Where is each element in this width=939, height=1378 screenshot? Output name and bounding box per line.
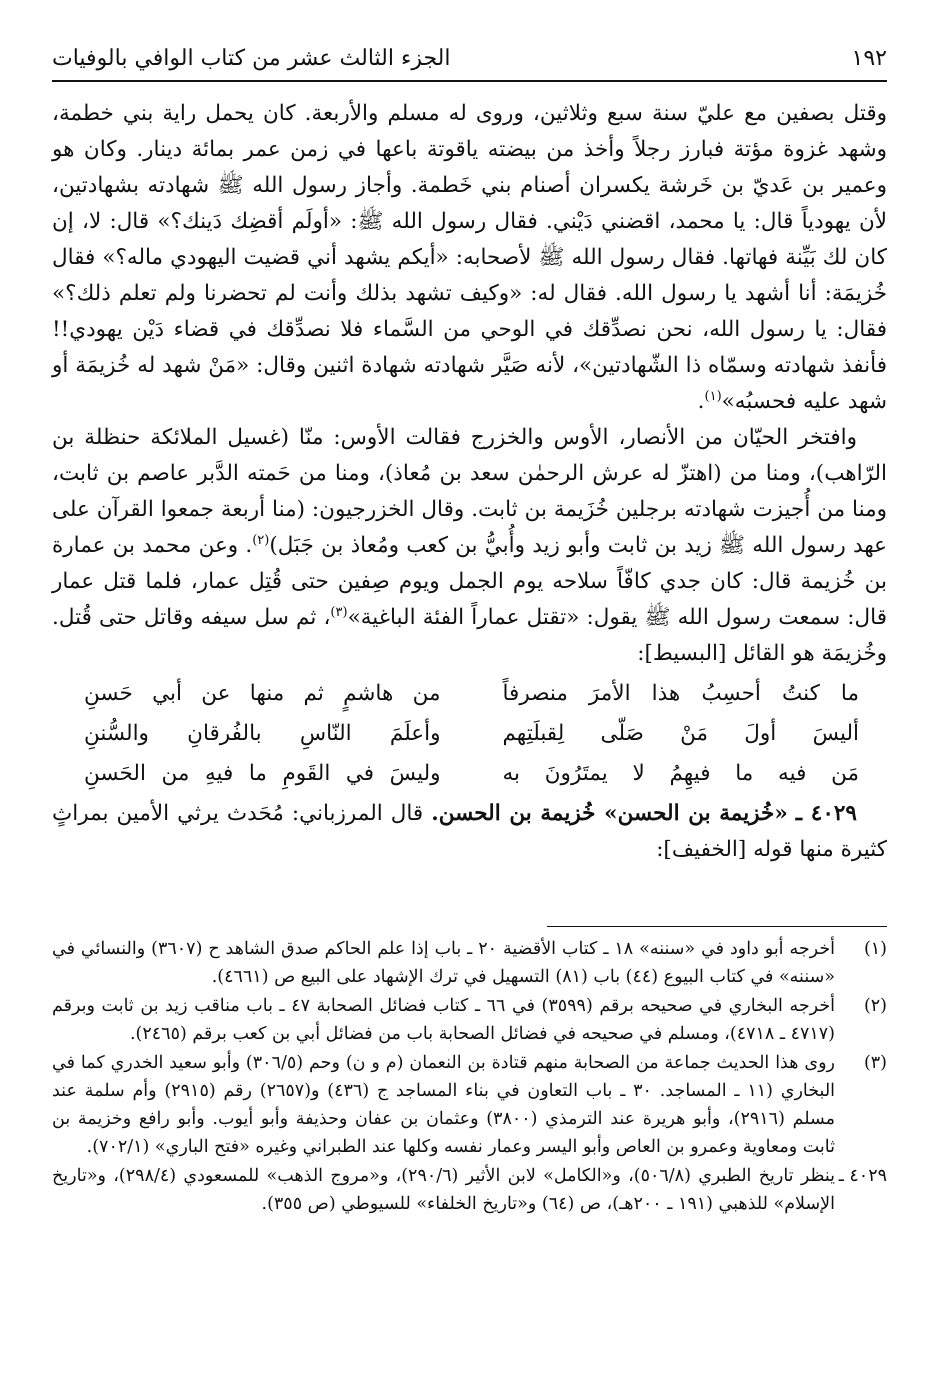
entry-4029 <box>52 796 887 868</box>
verse-first-hemistich: مَن فيه ما فيهِمُ لا يمتَرُونَ به <box>502 761 859 786</box>
footnote-ref-1: (١) <box>704 388 722 404</box>
poem-verse <box>52 714 887 754</box>
running-header <box>52 38 887 78</box>
period: . <box>697 389 705 414</box>
entry-title: «خُزيمة بن الحسن» خُزيمة بن الحسن. <box>431 801 788 826</box>
verse-second-hemistich: من هاشمٍ ثم منها عن أبي حَسنِ <box>84 681 441 706</box>
footnote <box>52 1162 887 1218</box>
verse-second-hemistich: وليسَ في القَومِ ما فيهِ من الحَسنِ <box>84 761 441 786</box>
footnote-label: ٤٠٢٩ ـ <box>838 1166 887 1186</box>
main-text <box>52 96 887 868</box>
paragraph-2c-text: ، ثم سل سيفه وقاتل حتى قُتل. وخُزيمَة هو القائل [البسيط]: <box>52 605 887 666</box>
footnote <box>52 935 887 991</box>
header-rule <box>52 80 887 82</box>
footnote-text: روى هذا الحديث جماعة من الصحابة منهم قتادة بن النعمان (م و ن) وحم (٣٠٦/٥) وأبو سعيد الخدري كما في البخاري (١١ ـ المساجد. ٣٠ ـ باب التعاون في بناء المساجد ج (٤٣٦) و(٢٦٥٧) رقم (٢٩١٥) وأم سلمة عند مسلم (٢٩١٦)، وأبو هريرة عند الترمذي (٣٨٠٠) وعثمان بن عفان وحذيفة وأبو أيوب. وأبو رافع وخزيمة بن ثابت ومعاوية وعمرو بن العاص وأبو اليسر وعمار نفسه وكلها عند الطبراني وغيره «فتح الباري» (٧٠٢/١). <box>52 1053 836 1157</box>
footnotes <box>52 935 887 1219</box>
poem-verse <box>52 674 887 714</box>
poem-verse <box>52 754 887 794</box>
poem <box>52 674 887 794</box>
footnote-rule <box>547 926 887 927</box>
paragraph-2b-text: . وعن محمد بن عمارة بن خُزيمة قال: كان جدي كافّاً سلاحه يوم الجمل ويوم صِفين حتى قُتِل عمار، فلما قتل عمار قال: سمعت رسول الله ﷺ يقول: «تقتل عماراً الفئة الباغية» <box>52 533 887 630</box>
footnote-ref-2: (٢) <box>252 532 270 548</box>
footnote <box>52 992 887 1048</box>
verse-first-hemistich: أليسَ أولَ مَنْ صَلّى لِقبلَتِهم <box>502 721 859 746</box>
footnote-text: أخرجه أبو داود في «سننه» ١٨ ـ كتاب الأقضية ٢٠ ـ باب إذا علم الحاكم صدق الشاهد ح (٣٦٠٧) والنسائي في «سننه» في كتاب البيوع (٤٤) باب (٨١) التسهيل في ترك الإشهاد على البيع ص (٤٦٦١). <box>52 939 836 987</box>
footnote-text: أخرجه البخاري في صحيحه برقم (٣٥٩٩) في ٦٦ ـ كتاب فضائل الصحابة ٤٧ ـ باب مناقب زيد بن ثابت وبرقم (٤٧١٧ ـ ٤٧١٨)، ومسلم في صحيحه في فضائل الصحابة باب من فضائل أبي بن كعب برقم (٢٤٦٥). <box>52 996 835 1044</box>
running-title: الجزء الثالث عشر من كتاب الوافي بالوفيات <box>52 45 451 71</box>
page-number: ١٩٢ <box>851 45 887 71</box>
footnote-label: (٣) <box>863 1053 887 1073</box>
entry-text: قال المرزباني: مُحَدث يرثي الأمين بمراثٍ كثيرة منها قوله [الخفيف]: <box>52 801 887 862</box>
paragraph-2 <box>52 420 887 672</box>
paragraph-2a-text: وافتخر الحيّان من الأنصار، الأوس والخزرج فقالت الأوس: منّا (غسيل الملائكة حنظلة بن الرّاهب)، ومنا من (اهتزّ له عرش الرحمٰن سعد بن مُعاذ)، ومنا من حَمته الدَّبر عاصم بن ثابت، ومنا من أُجيزت شهادته برجلين خُزَيمة بن ثابت. وقال الخزرجيون: (منا أربعة جمعوا القرآن على عهد رسول الله ﷺ زيد بن ثابت وأبو زيد وأُبيُّ بن كعب ومُعاذ بن جَبَل) <box>52 425 887 558</box>
verse-first-hemistich: ما كنتُ أحسِبُ هذا الأمرَ منصرفاً <box>502 681 859 706</box>
footnote-label: (٢) <box>863 996 887 1016</box>
paragraph-1-text: وقتل بصفين مع عليّ سنة سبع وثلاثين، وروى له مسلم والأربعة. كان يحمل راية بني خطمة، وشهد غزوة مؤتة فبارز رجلاً وأخذ من بيضته ياقوتة باعها في زمن عمر بمائة دينار. وكان هو وعمير بن عَديّ بن خَرشة يكسران أصنام بني خَطمة. وأجاز رسول الله ﷺ شهادته بشهادتين، لأن يهودياً قال: يا محمد، اقضني دَيْني. فقال رسول الله ﷺ: «أولَم أقضِك دَينك؟» قال: لا، إن كان لك بَيِّنة فهاتها. فقال رسول الله ﷺ لأصحابه: «أيكم يشهد أني قضيت اليهودي ماله؟» فقال خُزيمَة: أنا أشهد يا رسول الله. فقال له: «وكيف تشهد بذلك وأنت لم تحضرنا ولم تعلم ذلك؟» فقال: يا رسول الله، نحن نصدِّقك في الوحي من السَّماء فلا نصدِّقك في قضاء دَيْن يهودي!! فأنفذ شهادته وسمّاه ذا الشّهادتين»، لأنه صَيَّر شهادته شهادة اثنين وقال: «مَنْ شهد له خُزيمَة أو شهد عليه فحسبُه» <box>52 101 887 414</box>
footnote-ref-3: (٣) <box>330 604 348 620</box>
footnote-text: ينظر تاريخ الطبري (٥٠٦/٨)، و«الكامل» لابن الأثير (٢٩٠/٦)، و«مروج الذهب» للمسعودي (٢٩٨/٤)، و«تاريخ الإسلام» للذهبي (١٩١ ـ ٢٠٠هـ)، ص (٦٤) و«تاريخ الخلفاء» للسيوطي (ص ٣٥٥). <box>52 1166 835 1214</box>
entry-number: ٤٠٢٩ ـ <box>795 801 857 826</box>
paragraph-1 <box>52 96 887 420</box>
footnote-label: (١) <box>863 939 887 959</box>
footnote <box>52 1049 887 1161</box>
verse-second-hemistich: وأعلَمَ النّاسِ بالفُرقانِ والسُّننِ <box>84 721 441 746</box>
